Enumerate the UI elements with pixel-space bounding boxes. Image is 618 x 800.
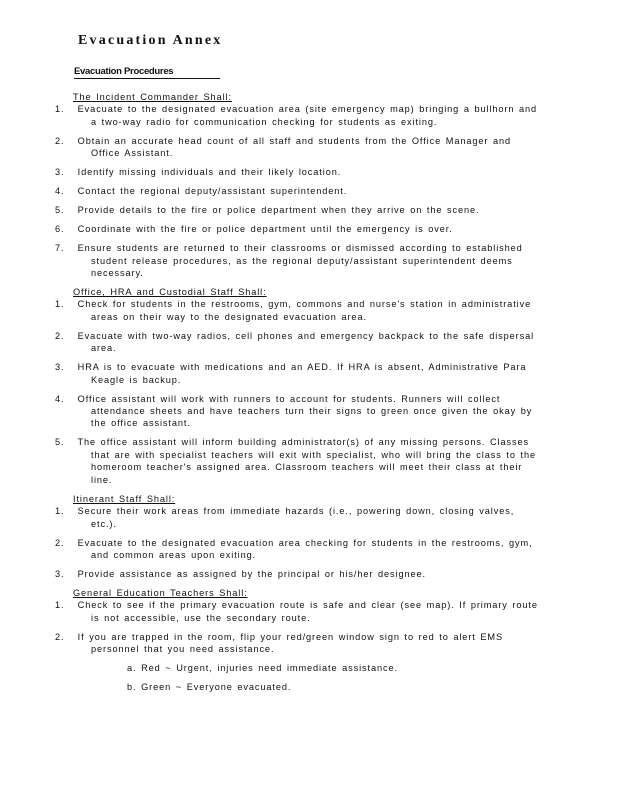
item-text: HRA is to evacuate with medications and an AED. If HRA is absent, Administrative Para Keagle is backup. [77,362,527,385]
list-item: 2. If you are trapped in the room, flip your red/green window sign to red to alert EMS personnel that you need assistance. [55,631,503,655]
list-item: 1. Evacuate to the designated evacuation area (site emergency map) bringing a bullhorn and a two-way radio for communication checking for students as exiting. [55,104,538,127]
document-body [55,91,543,700]
item-text: Obtain an accurate head count of all staff and students from the Office Manager and Office Assistant. [77,135,512,159]
list-item: 3. Identify missing individuals and their likely location. [55,167,342,178]
list-item: 1. Check to see if the primary evacuation route is safe and clear (see map). If primary route is not accessible, use the secondary route. [55,600,538,623]
section-heading: Itinerant Staff Shall: [73,493,176,504]
section-teachers [55,587,543,694]
item-text: Evacuate to the designated evacuation area (site emergency map) bringing a bullhorn and a two-way radio for communication checking for students as exiting. [77,104,538,127]
item-text: Office assistant will work with runners to account for students. Runners will collect attendance sheets and have teachers turn their signs to green once given the okay by the office assistant. [77,393,533,429]
list-item: 4. Office assistant will work with runners to account for students. Runners will collect attendance sheets and have teachers turn their signs to green once given the okay by the office assistant. [55,393,533,429]
item-text: If you are trapped in the room, flip your red/green window sign to red to alert EMS personnel that you need assistance. [77,631,503,655]
section-itinerant-staff [55,493,543,581]
item-text: Check to see if the primary evacuation route is safe and clear (see map). If primary route is not accessible, use the secondary route. [77,600,538,623]
list-item: 5. Provide details to the fire or police department when they arrive on the scene. [55,205,480,216]
section-office-staff [55,286,543,486]
item-text: Ensure students are returned to their classrooms or dismissed according to established student release procedures, as the regional deputy/assistant superintendent deems necessary. [77,243,523,279]
list-item: 2. Evacuate with two-way radios, cell phones and emergency backpack to the safe dispersal area. [55,330,535,354]
item-text: Secure their work areas from immediate hazards (i.e., powering down, closing valves, etc.). [77,506,515,529]
item-text: Provide assistance as assigned by the principal or his/her designee. [77,568,426,579]
list-item: 1. Secure their work areas from immediate hazards (i.e., powering down, closing valves, etc.). [55,506,515,529]
item-text: Evacuate to the designated evacuation area checking for students in the restrooms, gym, and common areas upon exiting. [77,537,533,560]
list-item: 3. Provide assistance as assigned by the principal or his/her designee. [55,568,426,579]
list-item: 2. Obtain an accurate head count of all staff and students from the Office Manager and Office Assistant. [55,135,512,159]
sub-list-item: b. Green ~ Everyone evacuated. [127,682,292,693]
item-text: Check for students in the restrooms, gym, commons and nurse's station in administrative areas on their way to the designated evacuation area. [77,299,532,322]
section-heading: General Education Teachers Shall: [73,587,248,598]
section-incident-commander [55,91,543,279]
sub-list-item: a. Red ~ Urgent, injuries need immediate assistance. [127,663,398,674]
section-heading: Office, HRA and Custodial Staff Shall: [73,287,267,298]
item-text: Identify missing individuals and their likely location. [77,167,342,178]
document-title: Evacuation Annex [78,33,223,48]
list-item: 3. HRA is to evacuate with medications and an AED. If HRA is absent, Administrative Para Keagle is backup. [55,362,527,385]
list-item: 1. Check for students in the restrooms, gym, commons and nurse's station in administrative areas on their way to the designated evacuation area. [55,299,532,322]
list-item: 4. Contact the regional deputy/assistant superintendent. [55,186,348,197]
list-item: 2. Evacuate to the designated evacuation area checking for students in the restrooms, gym, and common areas upon exiting. [55,537,533,560]
list-item: 7. Ensure students are returned to their classrooms or dismissed according to established student release procedures, as the regional deputy/assistant superintendent deems necessary. [55,243,523,279]
list-item: 5. The office assistant will inform building administrator(s) of any missing persons. Classes that are with specialist teachers will exit with specialist, who will bring the class to the homeroom teacher's assigned area. Classroom teachers will meet their class at their line. [55,437,536,485]
document-subtitle: Evacuation Procedures [74,66,220,79]
section-heading: The Incident Commander Shall: [73,92,232,102]
item-text: Contact the regional deputy/assistant superintendent. [77,186,348,197]
item-text: The office assistant will inform building administrator(s) of any missing persons. Classes that are with specialist teachers will exit with specialist, who will bring the class to the homeroom teacher's assigned area. Classroom teachers will meet their class at their line. [77,437,536,485]
list-item: 6. Coordinate with the fire or police department until the emergency is over. [55,224,453,235]
item-text: Coordinate with the fire or police department until the emergency is over. [77,224,453,235]
item-text: Evacuate with two-way radios, cell phones and emergency backpack to the safe dispersal area. [77,330,535,354]
item-text: Provide details to the fire or police department when they arrive on the scene. [77,205,480,216]
